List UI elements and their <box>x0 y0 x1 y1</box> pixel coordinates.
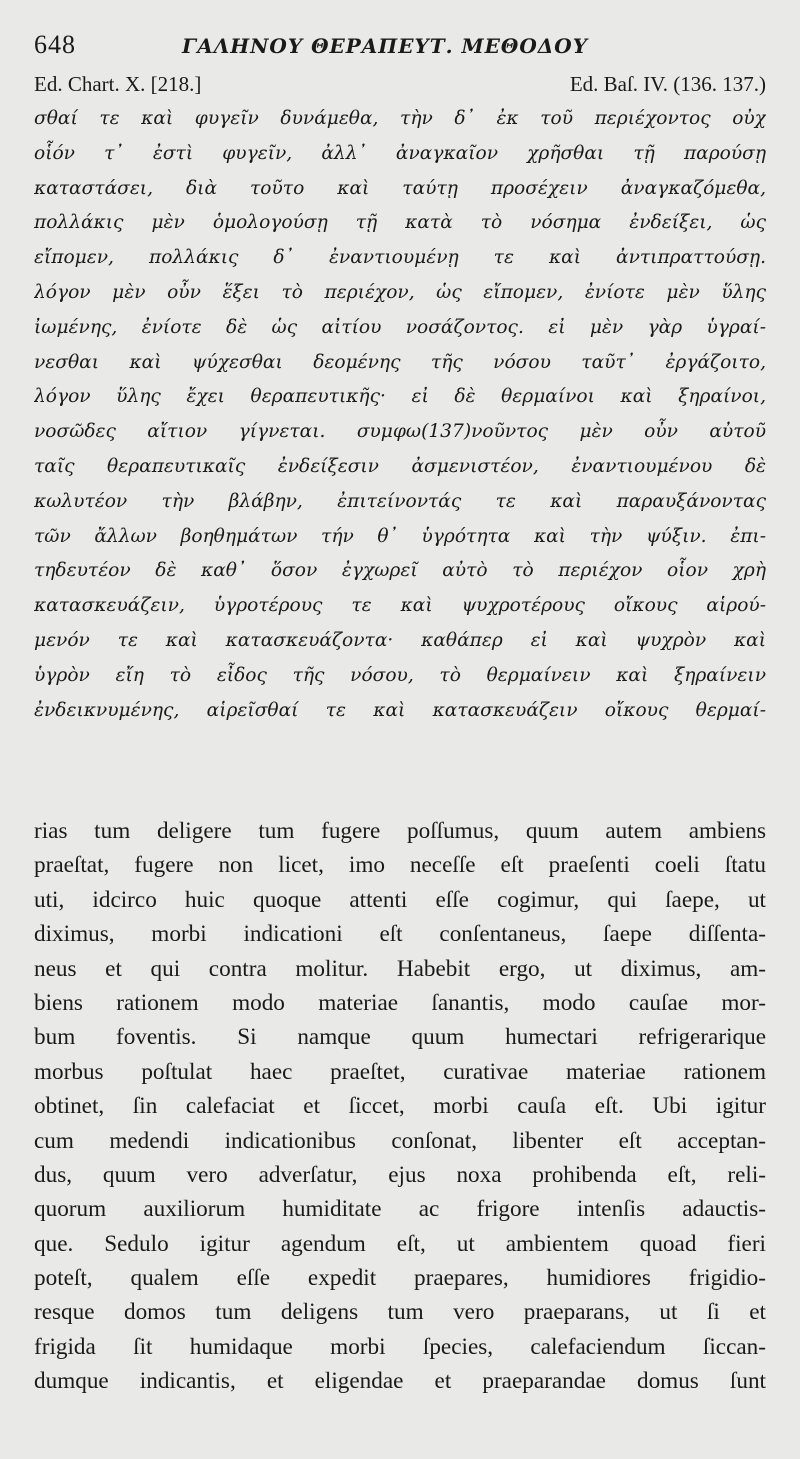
latin-line: morbus poſtulat haec praeſtet, curativae materiae rationem <box>34 1058 766 1085</box>
edition-basel-ref: Ed. Baſ. IV. (136. 137.) <box>569 72 766 96</box>
latin-line: praeſtat, fugere non licet, imo neceſſe eſt praeſenti coeli ſtatu <box>34 852 766 879</box>
latin-line: rias tum deligere tum fugere poſſumus, quum autem ambiens <box>34 818 766 844</box>
latin-text-block <box>34 814 766 1399</box>
running-title: ΓΑΛΗΝΟΥ ΘΕΡΑΠΕΥΤ. ΜΕΘΟΔΟΥ <box>182 34 588 58</box>
latin-line: dus, quum vero adverſatur, ejus noxa prohibenda eſt, reli- <box>34 1161 766 1188</box>
latin-line: poteſt, qualem eſſe expedit praepares, humidiores frigidio- <box>34 1265 766 1292</box>
greek-line: εἴπομεν, πολλάκις δ᾽ ἐναντιουμένῃ τε καὶ ἀντιπραττούσῃ. <box>34 247 766 269</box>
greek-line: λόγον μὲν οὖν ἕξει τὸ περιέχον, ὡς εἴπομεν, ἐνίοτε μὲν ὕλης <box>34 281 766 303</box>
latin-line: bum foventis. Si namque quum humectari refrigerarique <box>34 1024 766 1051</box>
greek-line: νοσῶδες αἴτιον γίγνεται. συμφω(137)νοῦντος μὲν οὖν αὐτοῦ <box>34 421 766 443</box>
greek-line: κωλυτέον τὴν βλάβην, ἐπιτείνοντάς τε καὶ παραυξάνοντας <box>34 490 766 512</box>
greek-line: νεσθαι καὶ ψύχεσθαι δεομένης τῆς νόσου ταῦτ᾽ ἐργάζοιτο, <box>34 351 766 373</box>
greek-line: καταστάσει, διὰ τοῦτο καὶ ταύτῃ προσέχειν ἀναγκαζόμεθα, <box>34 177 766 199</box>
latin-line: resque domos tum deligens tum vero praeparans, ut ſi et <box>34 1299 766 1326</box>
latin-line: neus et qui contra molitur. Habebit ergo, ut diximus, am- <box>34 955 766 982</box>
greek-line: οἷόν τ᾽ ἐστὶ φυγεῖν, ἀλλ᾽ ἀναγκαῖον χρῆσθαι τῇ παρούσῃ <box>34 142 766 164</box>
latin-line: que. Sedulo igitur agendum eſt, ut ambientem quoad fieri <box>34 1230 766 1257</box>
page-header <box>34 28 774 62</box>
greek-line: τῶν ἄλλων βοηθημάτων τήν θ᾽ ὑγρότητα καὶ τὴν ψύξιν. ἐπι- <box>34 525 766 547</box>
latin-line: cum medendi indicationibus conſonat, libenter eſt acceptan- <box>34 1127 766 1154</box>
greek-line: τηδευτέον δὲ καθ᾽ ὅσον ἐγχωρεῖ αὐτὸ τὸ περιέχον οἷον χρὴ <box>34 560 766 582</box>
latin-line: biens rationem modo materiae ſanantis, modo cauſae mor- <box>34 989 766 1016</box>
latin-line: dumque indicantis, et eligendae et praeparandae domus ſunt <box>34 1368 766 1395</box>
greek-line: σθαί τε καὶ φυγεῖν δυνάμεθα, τὴν δ᾽ ἐκ τοῦ περιέχοντος οὐχ <box>34 108 766 129</box>
latin-line: diximus, morbi indicationi eſt conſentaneus, ſaepe diſſenta- <box>34 921 766 948</box>
edition-chartier-ref: Ed. Chart. X. [218.] <box>34 72 202 96</box>
latin-line: quorum auxiliorum humiditate ac frigore intenſis adauctis- <box>34 1196 766 1223</box>
edition-reference-line <box>34 72 766 100</box>
greek-line: ὑγρὸν εἴη τὸ εἶδος τῆς νόσου, τὸ θερμαίνειν καὶ ξηραίνειν <box>34 664 766 686</box>
greek-line: πολλάκις μὲν ὁμολογούσῃ τῇ κατὰ τὸ νόσημα ἐνδείξει, ὡς <box>34 212 766 234</box>
latin-line: frigida ſit humidaque morbi ſpecies, calefaciendum ſiccan- <box>34 1333 766 1360</box>
page-number: 648 <box>34 30 76 59</box>
latin-line: obtinet, ſin calefaciat et ſiccet, morbi cauſa eſt. Ubi igitur <box>34 1093 766 1120</box>
greek-line: κατασκευάζειν, ὑγροτέρους τε καὶ ψυχροτέρους οἴκους αἱρού- <box>34 595 766 617</box>
greek-line: ἰωμένης, ἐνίοτε δὲ ὡς αἰτίου νοσάζοντος. εἰ μὲν γὰρ ὑγραί- <box>34 316 766 338</box>
greek-line: ταῖς θεραπευτικαῖς ἐνδείξεσιν ἀσμενιστέον, ἐναντιουμένου δὲ <box>34 455 766 477</box>
greek-line: λόγον ὕλης ἔχει θεραπευτικῆς· εἰ δὲ θερμαίνοι καὶ ξηραίνοι, <box>34 386 766 408</box>
greek-line: ἐνδεικνυμένης, αἱρεῖσθαί τε καὶ κατασκευάζειν οἴκους θερμαί- <box>34 699 766 721</box>
latin-line: uti, idcirco huic quoque attenti eſſe cogimur, qui ſaepe, ut <box>34 886 766 913</box>
greek-line: μενόν τε καὶ κατασκευάζοντα· καθάπερ εἰ καὶ ψυχρὸν καὶ <box>34 629 766 651</box>
greek-text-block <box>34 102 766 728</box>
